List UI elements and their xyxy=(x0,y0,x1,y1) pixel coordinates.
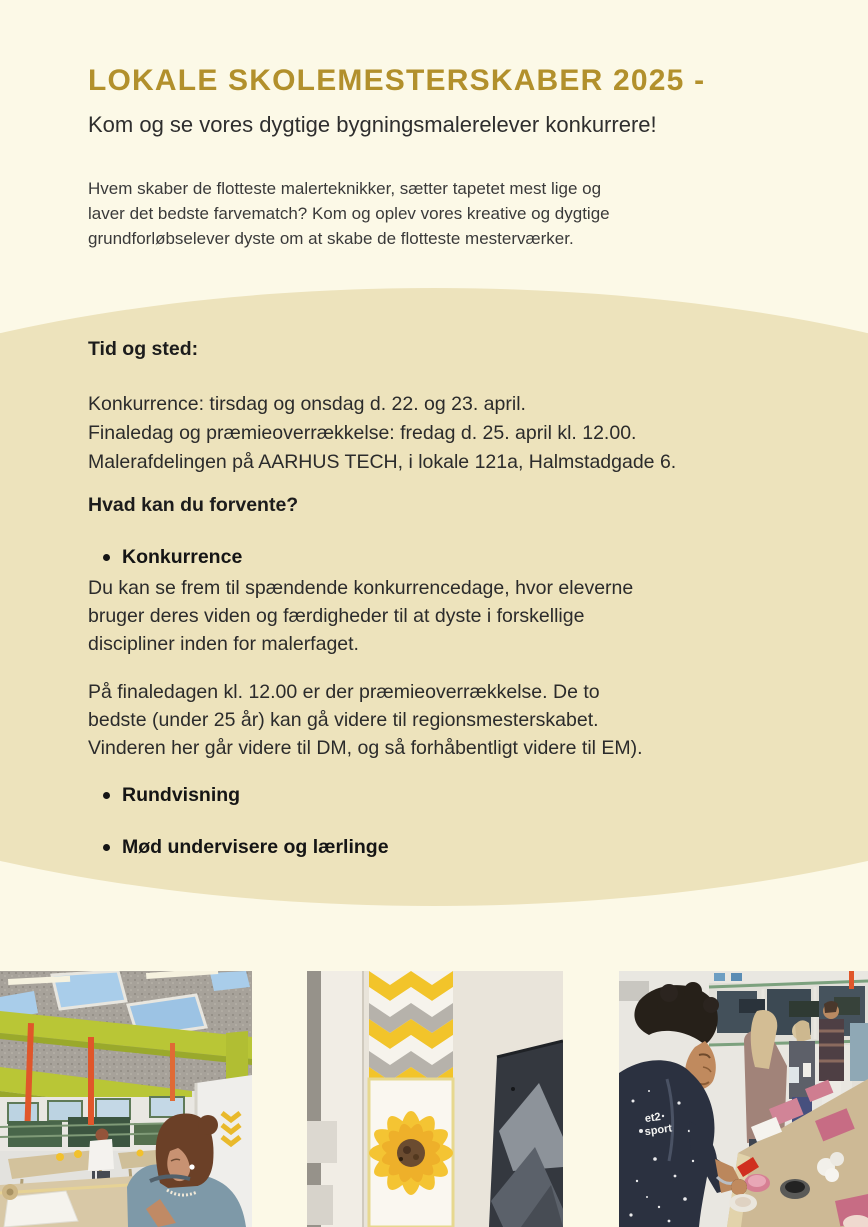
details-lines xyxy=(88,390,676,477)
paragraph-line: På finaledagen kl. 12.00 er der præmieoverrækkelse. De to xyxy=(88,681,600,703)
expect-heading: Hvad kan du forvente? xyxy=(88,494,299,516)
photo-chevron-sunflower xyxy=(307,971,563,1227)
paragraph-line: bruger deres viden og færdigheder til at dyste i forskellige xyxy=(88,605,585,627)
chevron-sunflower-illustration xyxy=(307,971,563,1227)
jacket-logo-text: et2 xyxy=(644,1110,662,1126)
paragraph-line: bedste (under 25 år) kan gå videre til regionsmesterskabet. xyxy=(88,709,599,731)
paragraph-line: Du kan se frem til spændende konkurrencedage, hvor eleverne xyxy=(88,577,634,599)
paragraph-line: discipliner inden for malerfaget. xyxy=(88,633,359,655)
bullet-dot xyxy=(103,844,110,851)
details-heading: Tid og sted: xyxy=(88,338,199,360)
page-title: LOKALE SKOLEMESTERSKABER 2025 - xyxy=(88,64,706,97)
page-subtitle: Kom og se vores dygtige bygningsmalerelever konkurrere! xyxy=(88,112,657,137)
bullet-dot xyxy=(103,554,110,561)
bullet-label: Rundvisning xyxy=(122,784,241,806)
details-line: Malerafdelingen på AARHUS TECH, i lokale 121a, Halmstadgade 6. xyxy=(88,451,677,473)
workshop-overview-illustration xyxy=(0,971,252,1227)
details-line: Konkurrence: tirsdag og onsdag d. 22. og 23. april. xyxy=(88,393,526,415)
bullet-dot xyxy=(103,792,110,799)
intro-line: grundforløbselever dyste om at skabe de flotteste mesterværker. xyxy=(88,229,574,248)
finale-paragraph xyxy=(88,678,643,762)
konkurrence-paragraph xyxy=(88,574,633,658)
intro-line: laver det bedste farvematch? Kom og oplev vores kreative og dygtige xyxy=(88,204,610,223)
student-painting-illustration xyxy=(619,971,868,1227)
bullet-label: Konkurrence xyxy=(122,546,243,568)
bullet-label: Mød undervisere og lærlinge xyxy=(122,836,389,858)
bullet-item-rundvisning xyxy=(88,784,240,807)
jacket-logo-text: sport xyxy=(643,1122,673,1139)
intro-line: Hvem skaber de flotteste malerteknikker, sætter tapetet mest lige og xyxy=(88,179,602,198)
paragraph-line: Vinderen her går videre til DM, og så forhåbentligt videre til EM). xyxy=(88,737,643,759)
bullet-item-moed-undervisere xyxy=(88,836,389,859)
bullet-item-konkurrence xyxy=(88,546,242,569)
details-line: Finaledag og præmieoverrækkelse: fredag d. 25. april kl. 12.00. xyxy=(88,422,637,444)
photo-workshop-overview xyxy=(0,971,252,1227)
intro-paragraph xyxy=(88,176,610,251)
photo-student-painting xyxy=(619,971,868,1227)
